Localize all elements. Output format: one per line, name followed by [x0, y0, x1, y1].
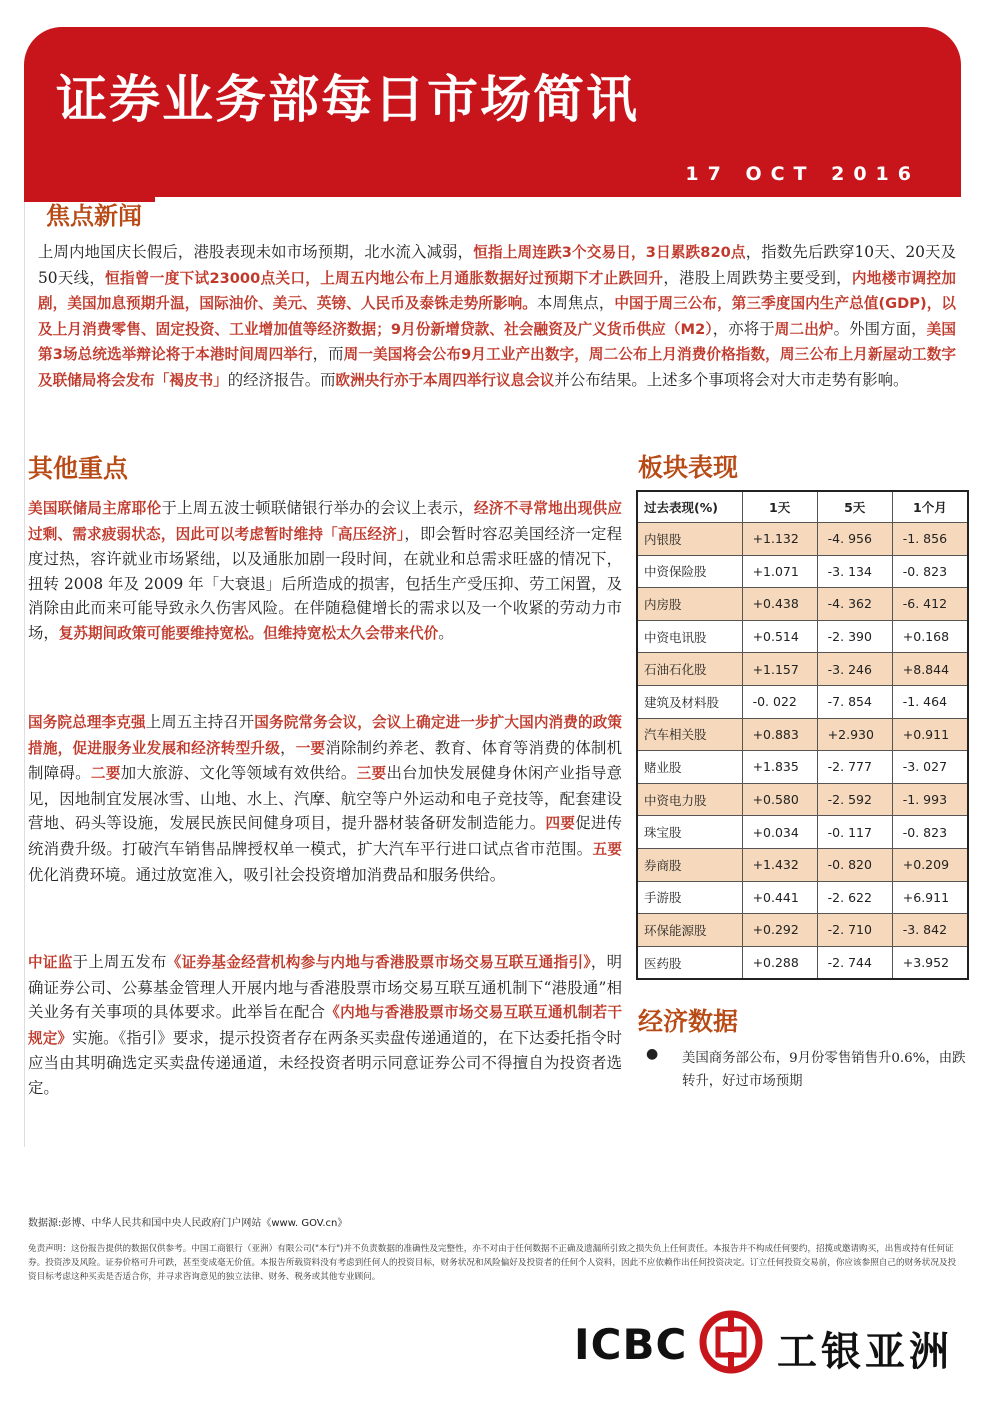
sector-name-cell: 内银股: [637, 523, 742, 556]
body-text: 。外围方面，: [833, 319, 927, 338]
highlight-text: 《内地与香港股票市场交易互联互通机制若干规定》: [28, 1004, 622, 1047]
highlight-text: 国务院常务会议，会议上确定进一步扩大国内消费的政策措施，促进服务业发展和经济转型升级: [28, 714, 622, 757]
highlight-text: 中国于周三公布，第三季度国内生产总值(GDP)，以及上月消费零售、固定投资、工业增加值等经济数据；9月份新增贷款、社会融资及广义货币供应（M2）: [38, 295, 956, 338]
one-day-cell: +1.132: [742, 523, 817, 556]
body-text: 并公布结果。上述多个事项将会对大市走势有影响。: [554, 370, 909, 389]
table-row: [637, 718, 968, 751]
sector-name-cell: 中资保险股: [637, 555, 742, 588]
highlight-text: 三要: [356, 765, 387, 783]
one-day-cell: +1.157: [742, 653, 817, 686]
other-highlights-heading: 其他重点: [28, 454, 129, 483]
table-row: [637, 620, 968, 653]
one-month-cell: +0.209: [892, 848, 968, 881]
body-text: 上周五主持召开: [145, 713, 255, 731]
table-row: [637, 946, 968, 979]
highlight-paragraph-fed: [28, 496, 622, 647]
highlight-text: 经济不寻常地出现供应过剩、需求疲弱状态，因此可以考虑暂时维持「高压经济」: [28, 500, 622, 543]
highlight-text: 欧洲央行亦于本周四举行议息会议: [335, 371, 555, 389]
one-month-cell: +8.844: [892, 653, 968, 686]
table-row: [637, 816, 968, 849]
body-text: 出台加快发展健身休闲产业指导意见，因地制宜发展冰雪、山地、水上、汽摩、航空等户外运动和电子竞技等，配套建设营地、码头等设施，发展民族民间健身项目，提升器材装备研发制造能力。: [28, 764, 622, 833]
one-day-cell: +0.441: [742, 881, 817, 914]
five-day-cell: -4. 956: [817, 523, 892, 556]
sector-name-cell: 中资电讯股: [637, 620, 742, 653]
sector-name-cell: 赌业股: [637, 751, 742, 784]
body-text: 的经济报告。而: [227, 370, 336, 389]
data-source: 数据源:彭博、中华人民共和国中央人民政府门户网站《www. GOV.cn》: [28, 1218, 348, 1229]
five-day-cell: -2. 710: [817, 914, 892, 947]
highlight-text: 内地楼市调控加剧，美国加息预期升温，国际油价、美元、英镑、人民币及泰铢走势所影响。: [38, 269, 956, 313]
one-month-cell: -1. 464: [892, 685, 968, 718]
sector-name-cell: 医药股: [637, 946, 742, 979]
one-day-cell: +0.580: [742, 783, 817, 816]
sector-performance-heading: 板块表现: [638, 453, 739, 482]
highlight-text: 恒指曾一度下试23000点关口，上周五内地公布上月通胀数据好过预期下才止跌回升: [105, 269, 664, 287]
body-text: ，而: [312, 345, 344, 364]
sector-name-cell: 环保能源股: [637, 914, 742, 947]
banner-notch: [155, 197, 961, 209]
highlight-text: 复苏期间政策可能要维持宽松。但维持宽松太久会带来代价: [58, 624, 439, 642]
one-month-cell: -6. 412: [892, 588, 968, 621]
body-text: 本周焦点，: [536, 294, 615, 313]
one-month-cell: -1. 856: [892, 523, 968, 556]
icbc-seal-icon: [699, 1310, 763, 1374]
five-day-cell: +2.930: [817, 718, 892, 751]
table-header-row: [637, 491, 968, 523]
body-text: 优化消费环境。通过放宽准入，吸引社会投资增加消费品和服务供给。: [28, 865, 506, 884]
one-month-cell: -0. 823: [892, 816, 968, 849]
one-month-cell: +0.911: [892, 718, 968, 751]
column-header: 1天: [742, 491, 817, 523]
table-row: [637, 783, 968, 816]
five-day-cell: -0. 820: [817, 848, 892, 881]
highlight-text: 四要: [545, 815, 576, 833]
one-day-cell: +1.835: [742, 751, 817, 784]
focus-news-body: [38, 240, 956, 394]
sector-performance-table: [636, 490, 969, 980]
one-day-cell: +0.288: [742, 946, 817, 979]
bullet-icon: ●: [646, 1046, 659, 1062]
sector-name-cell: 券商股: [637, 848, 742, 881]
column-header: 1个月: [892, 491, 968, 523]
body-text: 消除制约养老、教育、体育等消费的体制机制障碍。: [28, 738, 622, 783]
body-text: 于上周五波士顿联储银行举办的会议上表示，: [161, 499, 474, 517]
highlight-text: 《证券基金经营机构参与内地与香港股票市场交易互联互通指引》: [166, 954, 591, 971]
sector-name-cell: 汽车相关股: [637, 718, 742, 751]
highlight-text: 国务院总理李克强: [28, 714, 146, 731]
five-day-cell: -3. 246: [817, 653, 892, 686]
column-header: 过去表现(%): [637, 491, 742, 523]
one-day-cell: +0.438: [742, 588, 817, 621]
table-row: [637, 555, 968, 588]
body-text: ，港股上周跌势主要受到，: [663, 268, 852, 287]
sector-name-cell: 建筑及材料股: [637, 685, 742, 718]
table-row: [637, 523, 968, 556]
highlight-text: 一要: [295, 739, 326, 757]
sector-name-cell: 石油石化股: [637, 653, 742, 686]
sector-name-cell: 手游股: [637, 881, 742, 914]
body-text: 。: [438, 623, 454, 642]
five-day-cell: -2. 777: [817, 751, 892, 784]
report-date: 17 OCT 2016: [685, 163, 920, 185]
one-month-cell: +3.952: [892, 946, 968, 979]
body-text: 于上周五发布: [72, 953, 167, 971]
one-day-cell: +0.514: [742, 620, 817, 653]
highlight-text: 周二出炉: [774, 320, 834, 338]
column-header: 5天: [817, 491, 892, 523]
highlight-text: 美国联储局主席耶伦: [28, 500, 162, 517]
focus-news-heading: 焦点新闻: [46, 202, 142, 230]
one-day-cell: +0.883: [742, 718, 817, 751]
highlight-text: 中证监: [28, 954, 73, 971]
economic-data-item: 美国商务部公布，9月份零售销售升0.6%，由跌转升，好过市场预期: [682, 1051, 966, 1089]
one-month-cell: +0.168: [892, 620, 968, 653]
body-text: ，指数先后跌穿10天、20天及50天线，: [38, 243, 956, 287]
highlight-text: 五要: [592, 840, 622, 858]
economic-data-heading: 经济数据: [638, 1007, 739, 1036]
highlight-text: 美国第3场总统选举辩论将于本港时间周四举行: [38, 320, 956, 364]
one-day-cell: +1.071: [742, 555, 817, 588]
highlight-text: 恒指上周连跌3个交易日，3日累跌820点: [473, 244, 746, 261]
body-text: 上周内地国庆长假后，港股表现未如市场预期，北水流入减弱，: [38, 243, 474, 261]
body-text: 促进传统消费升级。打破汽车销售品牌授权单一模式，扩大汽车平行进口试点省市范围。: [28, 814, 622, 858]
five-day-cell: -2. 390: [817, 620, 892, 653]
one-day-cell: +0.292: [742, 914, 817, 947]
one-month-cell: -0. 823: [892, 555, 968, 588]
one-day-cell: -0. 022: [742, 685, 817, 718]
one-month-cell: +6.911: [892, 881, 968, 914]
body-text: 实施。《指引》要求，提示投资者存在两条买卖盘传递通道的，在下达委托指令时应当由其明确选定买卖盘传递通道，未经投资者明示同意证券公司不得擅自为投资者选定。: [28, 1028, 622, 1097]
table-row: [637, 653, 968, 686]
left-rule: [24, 202, 25, 1147]
five-day-cell: -2. 744: [817, 946, 892, 979]
five-day-cell: -3. 134: [817, 555, 892, 588]
one-month-cell: -1. 993: [892, 783, 968, 816]
sector-name-cell: 中资电力股: [637, 783, 742, 816]
disclaimer: 免责声明：这份报告提供的数据仅供参考。中国工商银行（亚洲）有限公司("本行")并不负责数据的准确性及完整性，亦不对由于任何数据不正确及遗漏所引致之损失负上任何责任。本报告并不构成任何要约，招揽或邀请购买，出售或持有任何证券。投资涉及风险。证券价格可升可跌，甚至变成毫无价值。本报告所载资料没有考虑到任何人的投资目标，财务状况和风险偏好及投资者的任何个人资料，因此不应依赖作出任何投资决定。订立任何投资交易前，你应该参照自己的财务状况及投资目标考虑这种买卖是否适合你，并寻求咨询意见的独立法律、财务、税务或其他专业顾问。: [28, 1244, 957, 1282]
one-month-cell: -3. 842: [892, 914, 968, 947]
table-row: [637, 751, 968, 784]
body-text: ，明确证券公司、公募基金管理人开展内地与香港股票市场交易互联互通机制下“港股通”相关业务有关事项的具体要求。此举旨在配合: [28, 953, 622, 1022]
one-day-cell: +1.432: [742, 848, 817, 881]
highlight-text: 二要: [90, 765, 121, 783]
table-row: [637, 881, 968, 914]
page-title: 证券业务部每日市场简讯: [56, 71, 640, 130]
highlight-paragraph-state-council: [28, 710, 622, 887]
five-day-cell: -4. 362: [817, 588, 892, 621]
five-day-cell: -7. 854: [817, 685, 892, 718]
highlight-text: 周一美国将会公布9月工业产出数字，周二公布上月消费价格指数，周三公布上月新屋动工数字及联储局将会发布「褐皮书」: [38, 346, 956, 389]
table-row: [637, 685, 968, 718]
sector-name-cell: 内房股: [637, 588, 742, 621]
body-text: ，: [280, 738, 296, 757]
one-day-cell: +0.034: [742, 816, 817, 849]
one-month-cell: -3. 027: [892, 751, 968, 784]
icbc-logo-text: ICBC: [574, 1320, 688, 1369]
highlight-paragraph-csrc: [28, 950, 622, 1101]
sector-name-cell: 珠宝股: [637, 816, 742, 849]
five-day-cell: -0. 117: [817, 816, 892, 849]
table-row: [637, 914, 968, 947]
body-text: ，即会暂时容忍美国经济一定程度过热，容许就业市场紧绌，以及通胀加剧一段时间，在就业和总需求旺盛的情况下，扭转 2008 年及 2009 年「大衰退」后所造成的损害，包括生产受压抑、劳工闲置，及消除由此而来可能导致永久伤害风险。在伴随稳健增长的需求以及一个收紧的劳动力市场，: [28, 524, 622, 642]
body-text: ，亦将于: [712, 319, 775, 338]
five-day-cell: -2. 622: [817, 881, 892, 914]
body-text: 加大旅游、文化等领域有效供给。: [120, 764, 357, 783]
table-row: [637, 848, 968, 881]
table-row: [637, 588, 968, 621]
icbc-asia-logo-text: 工银亚洲: [777, 1329, 953, 1375]
five-day-cell: -2. 592: [817, 783, 892, 816]
